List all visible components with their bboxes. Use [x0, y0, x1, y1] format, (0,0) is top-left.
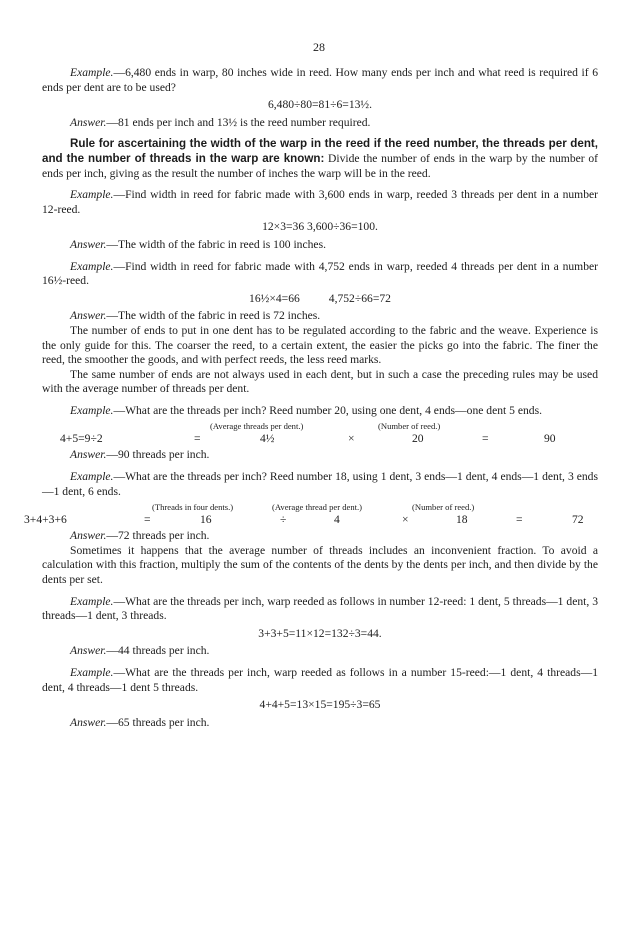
label-average-thread: (Average thread per dent.)	[272, 502, 363, 513]
answer-label: Answer.	[70, 237, 107, 251]
paragraph-inconvenient-fraction: Sometimes it happens that the average number of threads includes an inconvenient fraction. To avoid a calculation with this fraction, multiply the sum of the contents of the dents by the dents per inch, and then divide by the dents per set.	[42, 543, 598, 587]
page-number: 28	[313, 40, 325, 54]
example-2-answer	[42, 238, 598, 253]
example-5-calc	[24, 513, 598, 529]
example-7-calc: 4+4+5=13×15=195÷3=65	[259, 698, 381, 712]
answer-label: Answer.	[70, 644, 107, 658]
calc-term: 4	[334, 513, 340, 527]
calc-equals: =	[144, 513, 151, 527]
rule-heading: Rule for ascertaining the width of the warp in the reed if the reed number, the threads per dent, and the number of threads in the warp are known:	[42, 137, 598, 165]
example-1-calc: 6,480÷80=81÷6=13½.	[267, 98, 373, 112]
answer-label: Answer.	[70, 715, 107, 729]
rule-paragraph	[42, 137, 598, 181]
calc-equals: =	[482, 432, 489, 446]
example-3-calc: 16½×4=66 4,752÷66=72	[249, 291, 391, 305]
example-label: Example.	[70, 259, 114, 273]
example-1-answer	[42, 116, 598, 131]
example-text: —What are the threads per inch, warp reeded as follows in number 12-reed: 1 dent, 5 threads—1 dent, 3 threads—1 dent, 3 threads.	[42, 594, 598, 623]
answer-label: Answer.	[70, 309, 107, 323]
example-5-column-labels	[42, 500, 598, 513]
example-4-answer	[42, 448, 598, 463]
label-reed-number: (Number of reed.)	[378, 421, 441, 432]
example-4-calc	[42, 432, 598, 448]
calc-times: ×	[348, 432, 355, 446]
example-6-calc: 3+3+5=11×12=132÷3=44.	[258, 626, 382, 640]
example-1	[42, 66, 598, 95]
example-text: —6,480 ends in warp, 80 inches wide in reed. How many ends per inch and what reed is required if 6 ends per dent are to be used?	[42, 66, 598, 94]
calc-term: 4½	[260, 432, 275, 446]
page-body	[24, 66, 598, 730]
calc-term: 18	[456, 513, 468, 527]
example-label: Example.	[70, 594, 114, 608]
example-3	[42, 260, 598, 289]
calc-times: ×	[402, 513, 409, 527]
example-label: Example.	[70, 403, 114, 417]
answer-text: —81 ends per inch and 13½ is the reed number required.	[106, 115, 371, 129]
label-reed-number: (Number of reed.)	[412, 502, 475, 513]
example-label: Example.	[70, 66, 114, 79]
example-5	[42, 470, 598, 499]
answer-text: —The width of the fabric in reed is 100 inches.	[106, 237, 326, 251]
example-4-column-labels	[42, 419, 598, 432]
example-text: —Find width in reed for fabric made with 4,752 ends in warp, reeded 4 threads per dent in a number 16½-reed.	[42, 259, 598, 288]
answer-text: —44 threads per inch.	[106, 644, 210, 658]
calc-result: 90	[544, 432, 556, 446]
calc-equals: =	[194, 432, 201, 446]
example-6-answer	[42, 644, 598, 659]
example-label: Example.	[70, 666, 114, 679]
example-text: —Find width in reed for fabric made with 3,600 ends in warp, reeded 3 threads per dent in a number 12-reed.	[42, 188, 598, 216]
example-4	[42, 404, 598, 419]
example-5-answer	[42, 529, 598, 544]
example-3-answer	[42, 309, 598, 324]
example-text: —What are the threads per inch, warp reeded as follows in a number 15-reed:—1 dent, 4 threads—1 dent, 4 threads—1 dent 5 threads.	[42, 666, 598, 694]
calc-term: 16	[200, 513, 212, 527]
example-text: —What are the threads per inch? Reed number 18, using 1 dent, 3 ends—1 dent, 4 ends—1 dent, 3 ends—1 dent, 6 ends.	[42, 470, 598, 498]
answer-text: —90 threads per inch.	[106, 448, 210, 462]
paragraph-average-threads: The same number of ends are not always used in each dent, but in such a case the preceding rules may be used with the average number of threads per dent.	[42, 367, 598, 396]
example-7	[42, 666, 598, 695]
rule-text: Divide the number of ends in the warp by the number of ends per inch, giving as the result the number of inches the warp will be in the reed.	[42, 151, 598, 180]
label-average-threads: (Average threads per dent.)	[210, 421, 304, 432]
example-label: Example.	[70, 188, 114, 202]
example-6	[42, 595, 598, 624]
calc-term: 4+5=9÷2	[60, 432, 103, 446]
example-2	[42, 188, 598, 217]
example-label: Example.	[70, 470, 114, 484]
calc-result: 72	[572, 513, 584, 527]
paragraph-reed-regulation: The number of ends to put in one dent has to be regulated according to the fabric and the weave. Experience is the only guide for this. The coarser the reed, to a certain extent, the easier the picks go into the fabric. The finer the reed, the smoother the goods, and with perfect reeds, the less reed marks.	[42, 323, 598, 367]
answer-label: Answer.	[70, 529, 107, 543]
answer-label: Answer.	[70, 115, 107, 129]
answer-label: Answer.	[70, 448, 107, 462]
example-7-answer	[42, 716, 598, 731]
answer-text: —72 threads per inch.	[106, 529, 210, 543]
answer-text: —65 threads per inch.	[106, 715, 210, 729]
calc-equals: =	[516, 513, 523, 527]
calc-term: 20	[412, 432, 424, 446]
calc-divide: ÷	[280, 513, 287, 527]
answer-text: —The width of the fabric in reed is 72 inches.	[106, 309, 321, 323]
example-2-calc: 12×3=36 3,600÷36=100.	[262, 220, 378, 234]
calc-term: 3+4+3+6	[24, 513, 67, 527]
label-threads-four-dents: (Threads in four dents.)	[152, 502, 234, 513]
example-text: —What are the threads per inch? Reed number 20, using one dent, 4 ends—one dent 5 ends.	[113, 403, 542, 417]
